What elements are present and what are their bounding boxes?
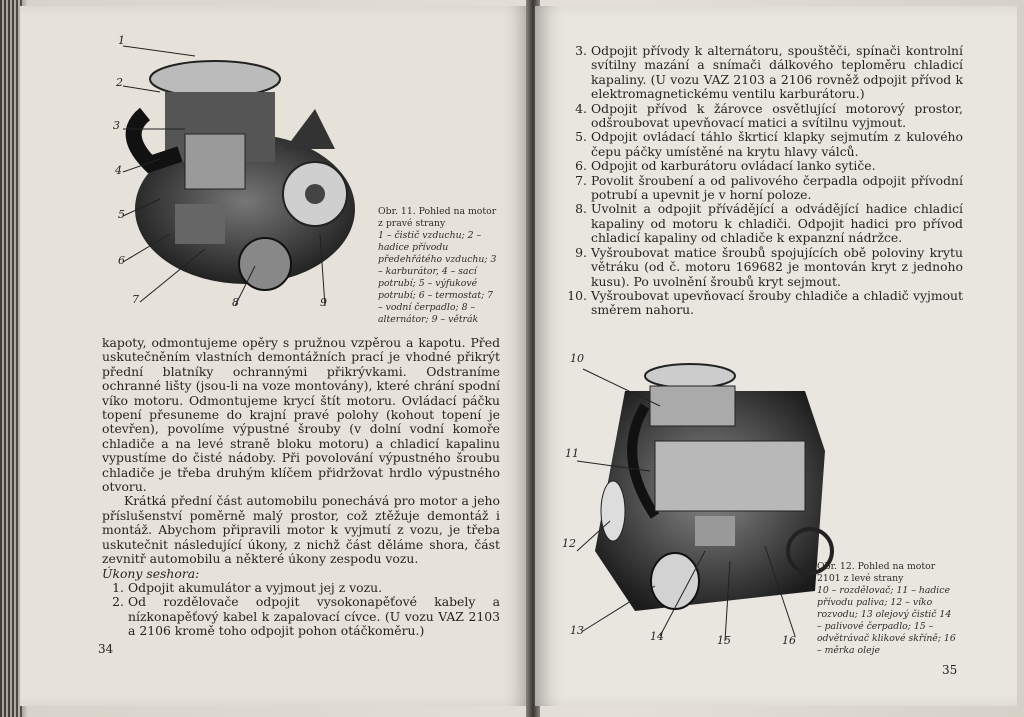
- step-item: [565, 159, 963, 173]
- step-text: Uvolnit a odpojit přívádějící a odvádějící hadice chladicí kapaliny od motoru k chladiči. Odpojit hadici pro přívod chladicí kapaliny od chladiče k expanzní nádržce.: [591, 201, 963, 246]
- figure-12-caption: [817, 561, 957, 657]
- step-number: 7.: [575, 172, 587, 188]
- figure-label-13: 13: [570, 624, 584, 637]
- step-text: Odpojit akumulátor a vyjmout jej z vozu.: [128, 579, 383, 595]
- figure-label-11: 11: [565, 447, 579, 460]
- figure-label-4: 4: [115, 164, 122, 177]
- step-text: Odpojit přívod k žárovce osvětlující motorový prostor, odšroubovat upevňovací matici a svítilnu vyjmout.: [591, 100, 963, 131]
- figure-label-6: 6: [118, 254, 125, 267]
- step-number: 1.: [112, 579, 124, 595]
- figure-label-5: 5: [118, 208, 125, 221]
- right-page: [535, 6, 1017, 706]
- step-item: [102, 581, 500, 595]
- figure-12-title: Obr. 12. Pohled na motor 2101 z levé strany: [817, 561, 936, 584]
- figure-label-12: 12: [562, 537, 576, 550]
- left-steps-list: [102, 581, 500, 639]
- right-body-text: [565, 44, 963, 318]
- left-page: [20, 6, 530, 706]
- step-text: Vyšroubovat matice šroubů spojujících obě poloviny krytu větráku (od č. motoru 169682 je montován kryt z jednoho kusu). Po uvolnění šroubů kryt sejmout.: [591, 244, 963, 289]
- page-number-left: 34: [98, 642, 114, 656]
- page-number-right: 35: [942, 663, 958, 677]
- step-text: Odpojit od karburátoru ovládací lanko sytiče.: [591, 158, 876, 174]
- step-text: Vyšroubovat upevňovací šrouby chladiče a chladič vyjmout směrem nahoru.: [591, 287, 963, 318]
- step-number: 2.: [112, 594, 124, 610]
- step-number: 6.: [575, 158, 587, 174]
- figure-label-15: 15: [717, 634, 731, 647]
- figure-12-legend: 10 – rozdělovač; 11 – hadice přívodu paliva; 12 – víko rozvodu; 13 olejový čistič 14 – palivové čerpadlo; 15 – odvětrávač klikové skříně; 16 – měrka oleje: [817, 585, 956, 656]
- step-number: 9.: [575, 244, 587, 260]
- step-item: [565, 102, 963, 131]
- step-number: 8.: [575, 201, 587, 217]
- step-number: 5.: [575, 129, 587, 145]
- figure-label-9: 9: [320, 296, 327, 309]
- step-item: [102, 595, 500, 638]
- step-item: [565, 289, 963, 318]
- figure-label-2: 2: [116, 76, 123, 89]
- subheading: Úkony seshora:: [102, 565, 200, 581]
- figure-label-7: 7: [132, 293, 139, 306]
- step-text: Od rozdělovače odpojit vysokonapěťové kabely a nízkonapěťový kabel k zapalovací cívce. (U vozu VAZ 2103 a 2106 kromě toho odpojit pohon otáčkoměru.): [128, 594, 500, 639]
- step-text: Povolit šroubení a od palivového čerpadla odpojit přívodní potrubí a upevnit je v horní poloze.: [591, 172, 963, 203]
- right-steps-list: [565, 44, 963, 318]
- figure-11-title: Obr. 11. Pohled na motor z pravé strany: [378, 206, 497, 229]
- figure-label-16: 16: [782, 634, 796, 647]
- left-body-text: [102, 336, 500, 639]
- figure-label-14: 14: [650, 630, 664, 643]
- step-text: Odpojit ovládací táhlo škrticí klapky sejmutím z kulového čepu páčky umístěné na krytu hlavy válců.: [591, 129, 963, 159]
- step-number: 10.: [567, 287, 587, 303]
- figure-label-1: 1: [118, 34, 125, 47]
- step-item: [565, 246, 963, 289]
- figure-11-caption: [378, 206, 498, 326]
- step-item: [565, 130, 963, 159]
- step-number: 3.: [575, 43, 587, 58]
- step-item: [565, 174, 963, 203]
- engine-illustration-left-side: [565, 351, 840, 651]
- paragraph-2: Krátká přední část automobilu ponechává pro motor a jeho příslušenství poměrně malý prostor, což ztěžuje demontáž i montáž. Abychom připravili motor k vyjmutí z vozu, je třeba uskutečnit následující úkony, z nichž část děláme shora, část zevnitř automobilu a některé úkony zespodu vozu.: [102, 493, 500, 567]
- figure-11-legend: 1 – čistič vzduchu; 2 – hadice přívodu předehřátého vzduchu; 3 – karburátor, 4 – sací potrubí; 5 – výfukové potrubí; 6 – termostat; 7 – vodní čerpadlo; 8 – alternátor; 9 – větrák: [378, 230, 497, 325]
- figure-label-3: 3: [113, 119, 120, 132]
- figure-label-8: 8: [232, 296, 239, 309]
- step-item: [565, 202, 963, 245]
- step-item: [565, 44, 963, 102]
- page-edges: [0, 0, 22, 717]
- paragraph-1: kapoty, odmontujeme opěry s pružnou vzpěrou a kapotu. Před uskutečněním vlastních demontážních prací je vhodné přikrýt přední blatníky ochrannými přikrývkami. Odstraníme ochranné lišty (jsou-li na voze montovány), které chrání spodní víko motoru. Odmontujeme krycí štít motoru. Ovládací páčku topení přesuneme do krajní pravé polohy (kohout topení je otevřen), povolíme výpustné šrouby (v dolní vodní komoře chladiče a na levé straně bloku motoru) a chladicí kapalinu vypustíme do čisté nádoby. Při povolování výpustného šroubu chladiče je třeba druhým klíčem přidržovat hrdlo výpustného otvoru.: [102, 335, 500, 495]
- step-number: 4.: [575, 100, 587, 116]
- engine-illustration-right-side: [115, 34, 385, 314]
- step-text: Odpojit přívody k alternátoru, spouštěči, spínači kontrolní svítilny mazání a snímači dálkového teploměru chladicí kapaliny. (U vozu VAZ 2103 a 2106 rovněž odpojit přívod k elektromagnetickému ventilu karburátoru.): [591, 43, 963, 102]
- figure-label-10: 10: [570, 352, 584, 365]
